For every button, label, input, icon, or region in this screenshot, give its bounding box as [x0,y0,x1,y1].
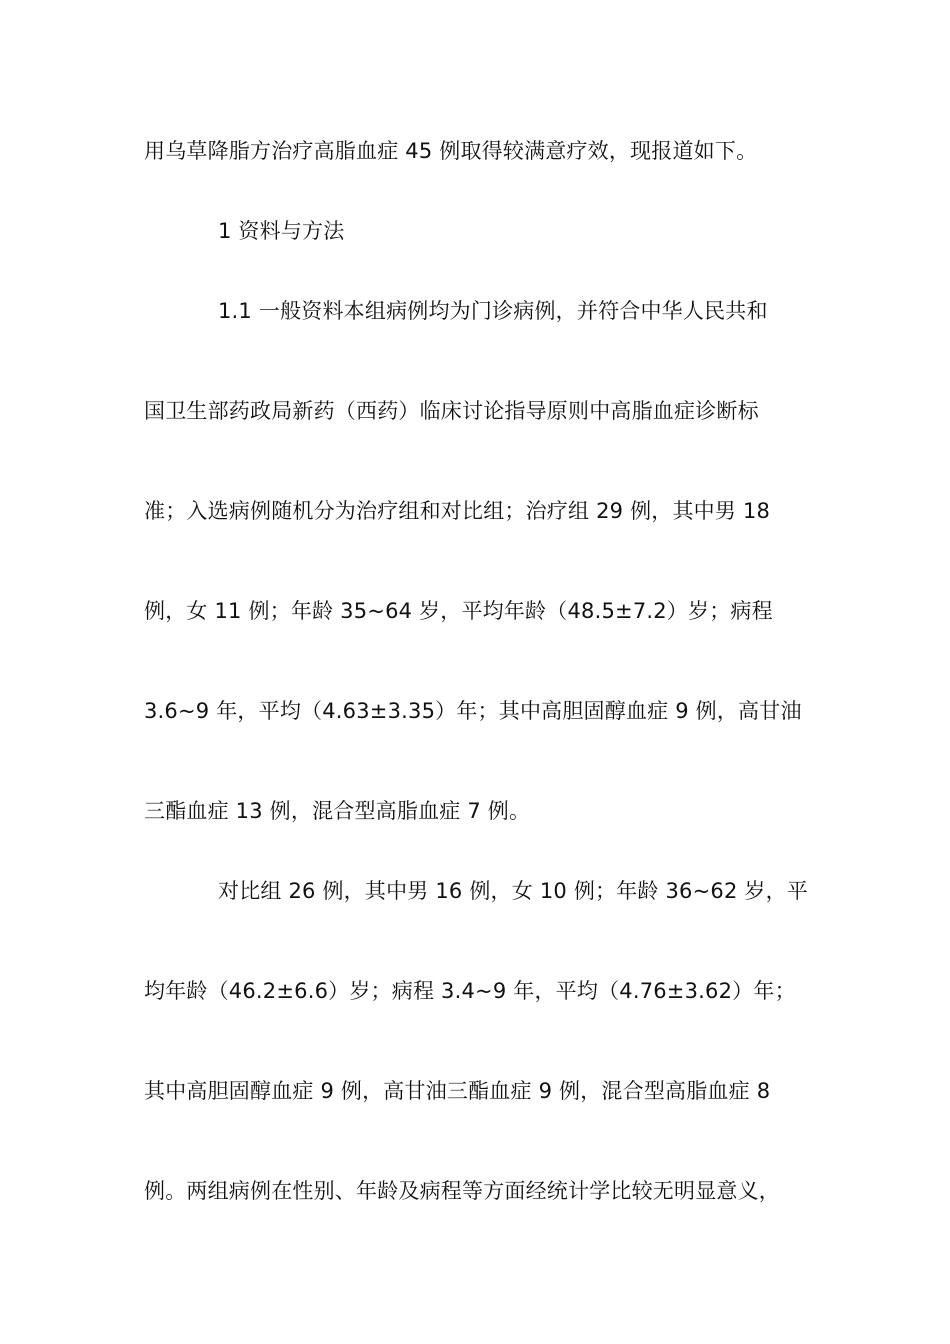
paragraph-line-2: 国卫生部药政局新药（西药）临床讨论指导原则中高脂血症诊断标 [144,399,759,423]
paragraph-line-9: 其中高胆固醇血症 9 例，高甘油三酯血症 9 例，混合型高脂血症 8 [144,1079,771,1103]
paragraph-line-5: 3.6~9 年，平均（4.63±3.35）年；其中高胆固醇血症 9 例，高甘油 [144,699,802,723]
paragraph-line-1: 用乌草降脂方治疗高脂血症 45 例取得较满意疗效，现报道如下。 [144,139,758,163]
paragraph-line-6: 三酯血症 13 例，混合型高脂血症 7 例。 [144,799,531,823]
section-heading: 1 资料与方法 [218,219,345,243]
paragraph-line-10: 例。两组病例在性别、年龄及病程等方面经统计学比较无明显意义， [144,1179,780,1203]
paragraph-line-8: 均年龄（46.2±6.6）岁；病程 3.4~9 年，平均（4.76±3.62）年； [144,979,796,1003]
paragraph-line-7: 对比组 26 例，其中男 16 例，女 10 例；年龄 36~62 岁，平 [218,879,809,903]
paragraph-line-3: 准；入选病例随机分为治疗组和对比组；治疗组 29 例，其中男 18 [144,499,771,523]
paragraph-line-4: 例，女 11 例；年龄 35~64 岁，平均年龄（48.5±7.2）岁；病程 [144,599,773,623]
subsection-line-1: 1.1 一般资料本组病例均为门诊病例，并符合中华人民共和 [218,299,768,323]
